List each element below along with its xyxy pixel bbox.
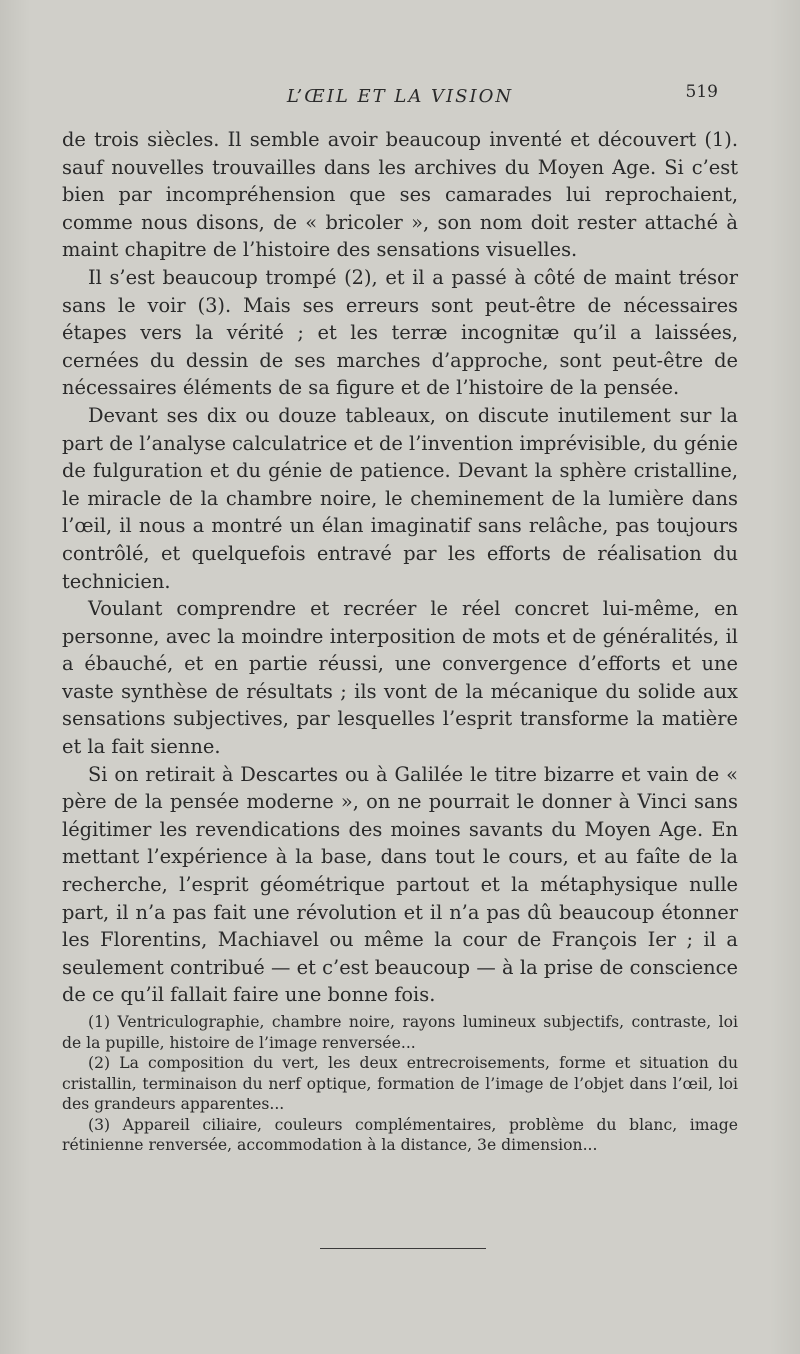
main-text	[62, 126, 738, 1009]
footnote: (2) La composition du vert, les deux entrecroisements, forme et situation du cristallin, terminaison du nerf optique, formation de l’image de l’objet dans l’œil, loi des grandeurs apparentes...	[62, 1054, 738, 1113]
paragraph: Il s’est beaucoup trompé (2), et il a passé à côté de maint trésor sans le voir (3). Mais ses erreurs sont peut-être de nécessaires étapes vers la vérité ; et les terræ incognitæ qu’il a laissées, cernées du dessin de ses marches d’approche, sont peut-être de nécessaires éléments de sa figure et de l’histoire de la pensée.	[62, 265, 738, 400]
page-header	[62, 82, 738, 116]
paragraph: Voulant comprendre et recréer le réel concret lui-même, en personne, avec la moindre interposition de mots et de généralités, il a ébauché, et en partie réussi, une convergence d’efforts et une vaste synthèse de résultats ; ils vont de la mécanique du solide aux sensations subjectives, par lesquelles l’esprit transforme la matière et la fait sienne.	[62, 597, 738, 759]
footer-rule	[320, 1248, 486, 1249]
footnote: (1) Ventriculographie, chambre noire, rayons lumineux subjectifs, contraste, loi de la pupille, histoire de l’image renversée...	[62, 1013, 738, 1052]
running-title: L’ŒIL ET LA VISION	[286, 86, 514, 107]
footnote: (3) Appareil ciliaire, couleurs complémentaires, problème du blanc, image rétinienne renversée, accommodation à la distance, 3e dimension...	[62, 1115, 738, 1154]
paragraph: Devant ses dix ou douze tableaux, on discute inutilement sur la part de l’analyse calculatrice et de l’invention imprévisible, du génie de fulguration et du génie de patience. Devant la sphère cristalline, le miracle de la chambre noire, le cheminement de la lumière dans l’œil, il nous a montré un élan imaginatif sans relâche, pas toujours contrôlé, et quelquefois entravé par les efforts de réalisation du technicien.	[62, 403, 738, 593]
footnotes	[62, 1012, 738, 1156]
paragraph: Si on retirait à Descartes ou à Galilée le titre bizarre et vain de « père de la pensée moderne », on ne pourrait le donner à Vinci sans légitimer les revendications des moines savants du Moyen Age. En mettant l’expérience à la base, dans tout le cours, et au faîte de la recherche, l’esprit géométrique partout et la métaphysique nulle part, il n’a pas fait une révolution et il n’a pas dû beaucoup étonner les Florentins, Machiavel ou même la cour de François Ier ; il a seulement contribué — et c’est beaucoup — à la prise de conscience de ce qu’il fallait faire une bonne fois.	[62, 762, 738, 1007]
page-number: 519	[685, 82, 718, 102]
paragraph: de trois siècles. Il semble avoir beaucoup inventé et découvert (1). sauf nouvelles trouvailles dans les archives du Moyen Age. Si c’est bien par incompréhension que ses camarades lui reprochaient, comme nous disons, de « bricoler », son nom doit rester attaché à maint chapitre de l’histoire des sensations visuelles.	[62, 128, 738, 262]
